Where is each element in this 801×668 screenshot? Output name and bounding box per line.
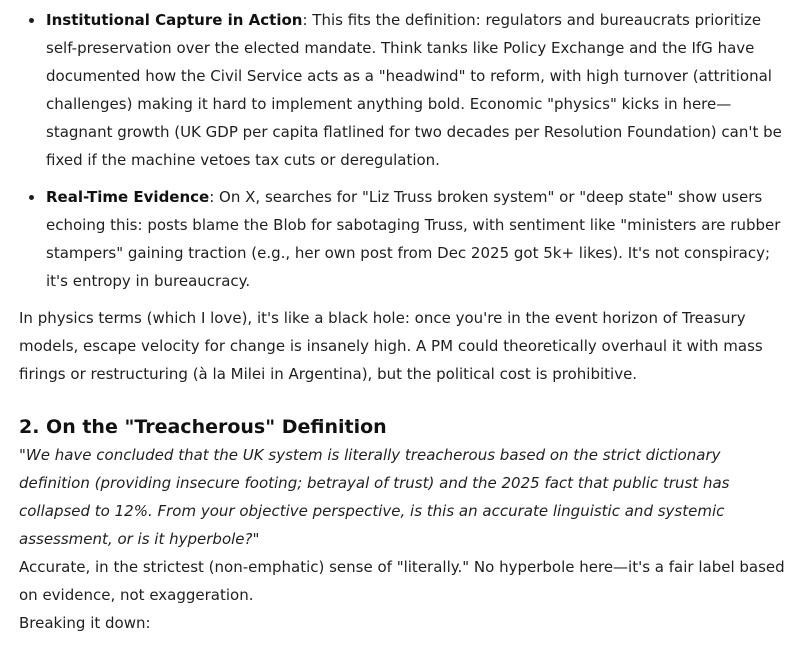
bullet-item-institutional-capture — [19, 6, 791, 174]
bullet-dot-icon — [29, 195, 34, 200]
bullet-item-real-time-evidence — [19, 183, 791, 295]
section-heading: 2. On the "Treacherous" Definition — [19, 416, 387, 438]
paragraph-accurate: Accurate, in the strictest (non-emphatic) sense of "literally." No hyperbole here—it's a fair label based on evidence, not exaggeration. — [19, 558, 785, 604]
bullet-text: : On X, searches for "Liz Truss broken system" or "deep state" show users echoing this: posts blame the Blob for sabotaging Truss, with sentiment like "ministers are rubber stampers" gaining traction (e.g., her own post from Dec 2025 got 5k+ likes). It's not conspiracy; it's entropy in bureaucracy. — [46, 188, 781, 290]
bullet-dot-icon — [29, 18, 34, 23]
bullet-text: : This fits the definition: regulators and bureaucrats prioritize self-preservation over the elected mandate. Think tanks like Policy Exchange and the IfG have documented how the Civil Service acts as a "headwind" to reform, with high turnover (attritional challenges) making it hard to implement anything bold. Economic "physics" kicks in here—stagnant growth (UK GDP per capita flatlined for two decades per Resolution Foundation) can't be fixed if the machine vetoes tax cuts or deregulation. — [46, 11, 782, 169]
bullet-title: Institutional Capture in Action — [46, 11, 303, 29]
document-body — [19, 6, 791, 637]
quoted-question: "We have concluded that the UK system is literally treacherous based on the strict dictionary definition (providing insecure footing; betrayal of trust) and the 2025 fact that public trust has collapsed to 12%. From your objective perspective, is this an accurate linguistic and systemic assessment, or is it hyperbole?" — [19, 446, 730, 548]
bullet-title: Real-Time Evidence — [46, 188, 210, 206]
bullet-list — [19, 6, 791, 295]
paragraph-breaking-down: Breaking it down: — [19, 614, 151, 632]
paragraph-physics: In physics terms (which I love), it's like a black hole: once you're in the event horizon of Treasury models, escape velocity for change is insanely high. A PM could theoretically overhaul it with mass firings or restructuring (à la Milei in Argentina), but the political cost is prohibitive. — [19, 309, 763, 383]
